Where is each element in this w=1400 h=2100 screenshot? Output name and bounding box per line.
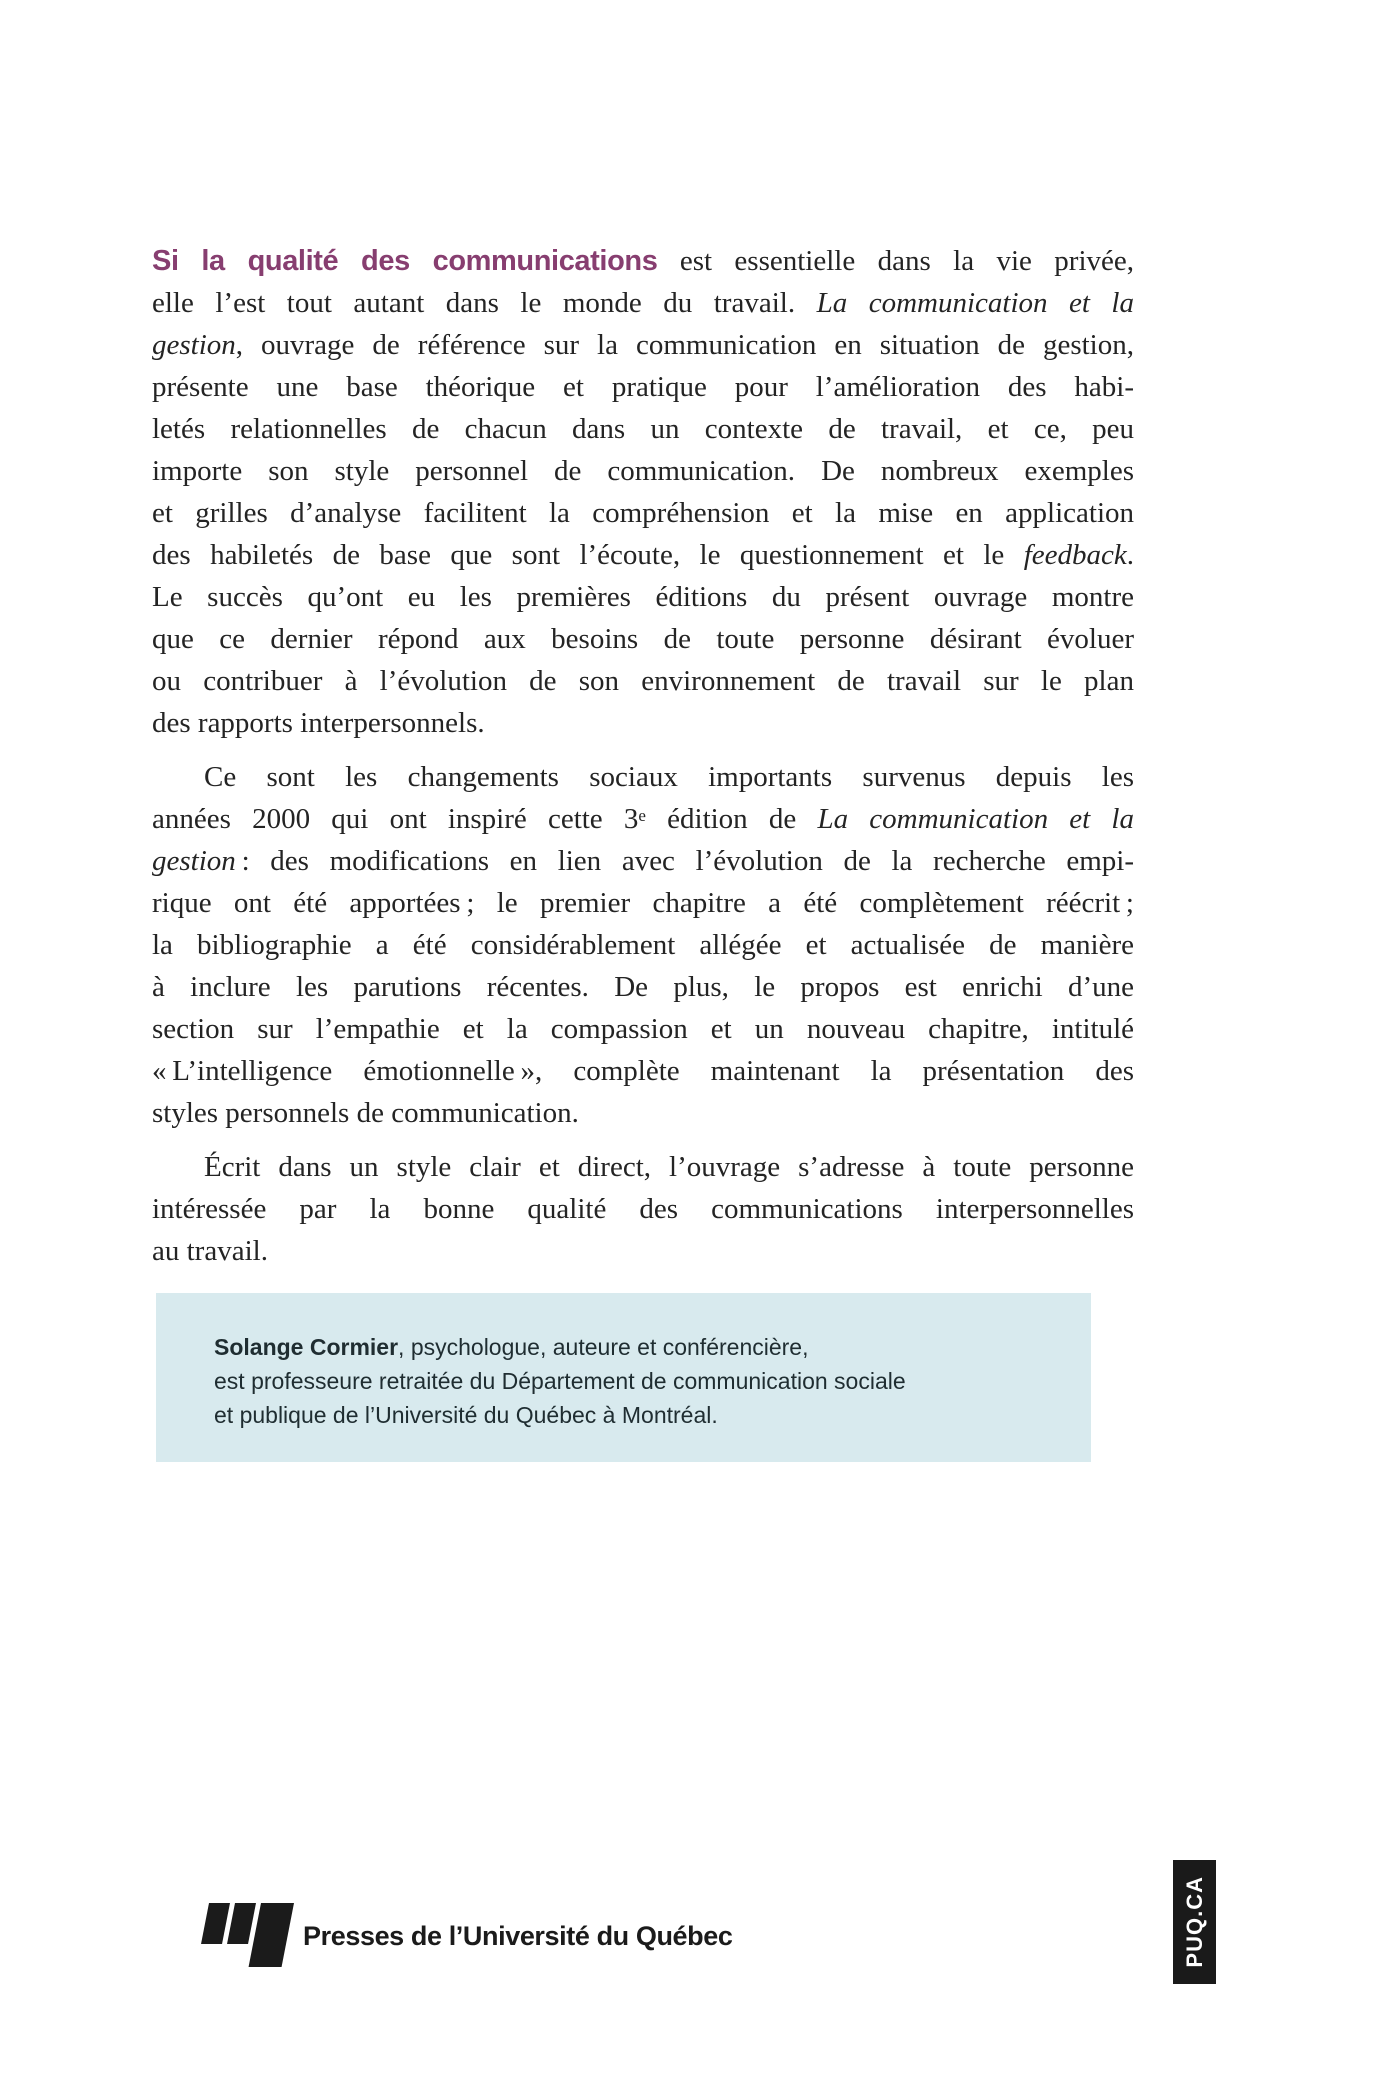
text-segment: importe son style personnel de communication. De nombreux exemples	[152, 455, 1134, 487]
text-segment: section sur l’empathie et la compassion et un nouveau chapitre, intitulé	[152, 1013, 1134, 1045]
text-segment: styles personnels de communication.	[152, 1097, 579, 1129]
text-segment: est essentielle dans la vie privée,	[657, 245, 1134, 277]
text-segment: intéressée par la bonne qualité des communications interpersonnelles	[152, 1193, 1134, 1225]
text-segment: que ce dernier répond aux besoins de toute personne désirant évoluer	[152, 623, 1134, 655]
description-line	[152, 408, 1134, 450]
description-line	[152, 534, 1134, 576]
author-bio-box	[156, 1293, 1091, 1462]
description-line	[152, 1008, 1134, 1050]
text-segment: « L’intelligence émotionnelle », complète maintenant la présentation des	[152, 1055, 1134, 1087]
description-line	[152, 1146, 1134, 1188]
logo-bar	[227, 1903, 256, 1944]
text-segment: au travail.	[152, 1235, 268, 1267]
author-bio-line	[214, 1398, 1061, 1432]
description-line	[152, 240, 1134, 282]
text-segment: édition de	[645, 803, 818, 835]
description-line	[152, 924, 1134, 966]
logo-bar	[249, 1903, 294, 1967]
paragraph	[152, 756, 1134, 1134]
text-segment: La communication et la	[817, 803, 1134, 835]
description-line	[152, 798, 1134, 840]
text-segment: des rapports interpersonnels.	[152, 707, 485, 739]
description-line	[152, 1188, 1134, 1230]
puq-ca-label: PUQ.CA	[1181, 1876, 1207, 1968]
text-segment: elle l’est tout autant dans le monde du travail.	[152, 287, 817, 319]
text-segment: La communication et la	[816, 287, 1134, 319]
author-bio-line	[214, 1364, 1061, 1398]
text-segment: feedback	[1023, 539, 1127, 571]
description-line	[152, 966, 1134, 1008]
paragraph	[152, 1146, 1134, 1272]
text-segment: des habiletés de base que sont l’écoute, le questionnement et le	[152, 539, 1024, 571]
description-line	[152, 702, 1134, 744]
text-segment: rique ont été apportées ; le premier chapitre a été complètement réécrit ;	[152, 887, 1134, 919]
text-segment: ou contribuer à l’évolution de son environnement de travail sur le plan	[152, 665, 1134, 697]
text-segment: e	[638, 806, 646, 825]
description-line	[152, 660, 1134, 702]
description-line	[152, 366, 1134, 408]
text-segment: et publique de l’Université du Québec à Montréal.	[214, 1402, 718, 1428]
description-line	[152, 1092, 1134, 1134]
text-segment: et grilles d’analyse facilitent la compréhension et la mise en application	[152, 497, 1134, 529]
text-segment: .	[1126, 539, 1134, 571]
text-segment: gestion	[152, 845, 236, 877]
text-segment: : des modifications en lien avec l’évolution de la recherche empi-	[235, 845, 1134, 877]
text-segment: , psychologue, auteure et conférencière,	[398, 1334, 809, 1360]
text-segment: gestion	[152, 329, 236, 361]
paragraph	[152, 240, 1134, 744]
logo-bar	[201, 1903, 230, 1944]
description-line	[152, 1050, 1134, 1092]
puq-ca-badge	[1173, 1860, 1216, 1984]
description-line	[152, 840, 1134, 882]
description-line	[152, 576, 1134, 618]
text-segment: années 2000 qui ont inspiré cette 3	[152, 803, 639, 835]
text-segment: la bibliographie a été considérablement allégée et actualisée de manière	[152, 929, 1134, 961]
text-segment: présente une base théorique et pratique pour l’amélioration des habi-	[152, 371, 1134, 403]
text-segment: Solange Cormier	[214, 1334, 399, 1360]
text-segment: à inclure les parutions récentes. De plus, le propos est enrichi d’une	[152, 971, 1134, 1003]
description-line	[152, 1230, 1134, 1272]
description-line	[152, 282, 1134, 324]
text-segment: , ouvrage de référence sur la communication en situation de gestion,	[235, 329, 1134, 361]
headline-lead: Si la qualité des communications	[152, 245, 658, 277]
description-line	[152, 756, 1134, 798]
description-line	[152, 882, 1134, 924]
description-line	[152, 324, 1134, 366]
book-description	[152, 240, 1134, 1272]
text-segment: letés relationnelles de chacun dans un contexte de travail, et ce, peu	[152, 413, 1134, 445]
text-segment: Ce sont les changements sociaux importants survenus depuis les	[204, 761, 1134, 793]
description-line	[152, 492, 1134, 534]
description-line	[152, 618, 1134, 660]
description-line	[152, 450, 1134, 492]
text-segment: est professeure retraitée du Département de communication sociale	[214, 1368, 906, 1394]
text-segment: Écrit dans un style clair et direct, l’ouvrage s’adresse à toute personne	[204, 1151, 1134, 1183]
text-segment: Le succès qu’ont eu les premières éditions du présent ouvrage montre	[152, 581, 1134, 613]
author-bio-line	[214, 1330, 1061, 1364]
publisher-name: Presses de l’Université du Québec	[303, 1921, 733, 1951]
